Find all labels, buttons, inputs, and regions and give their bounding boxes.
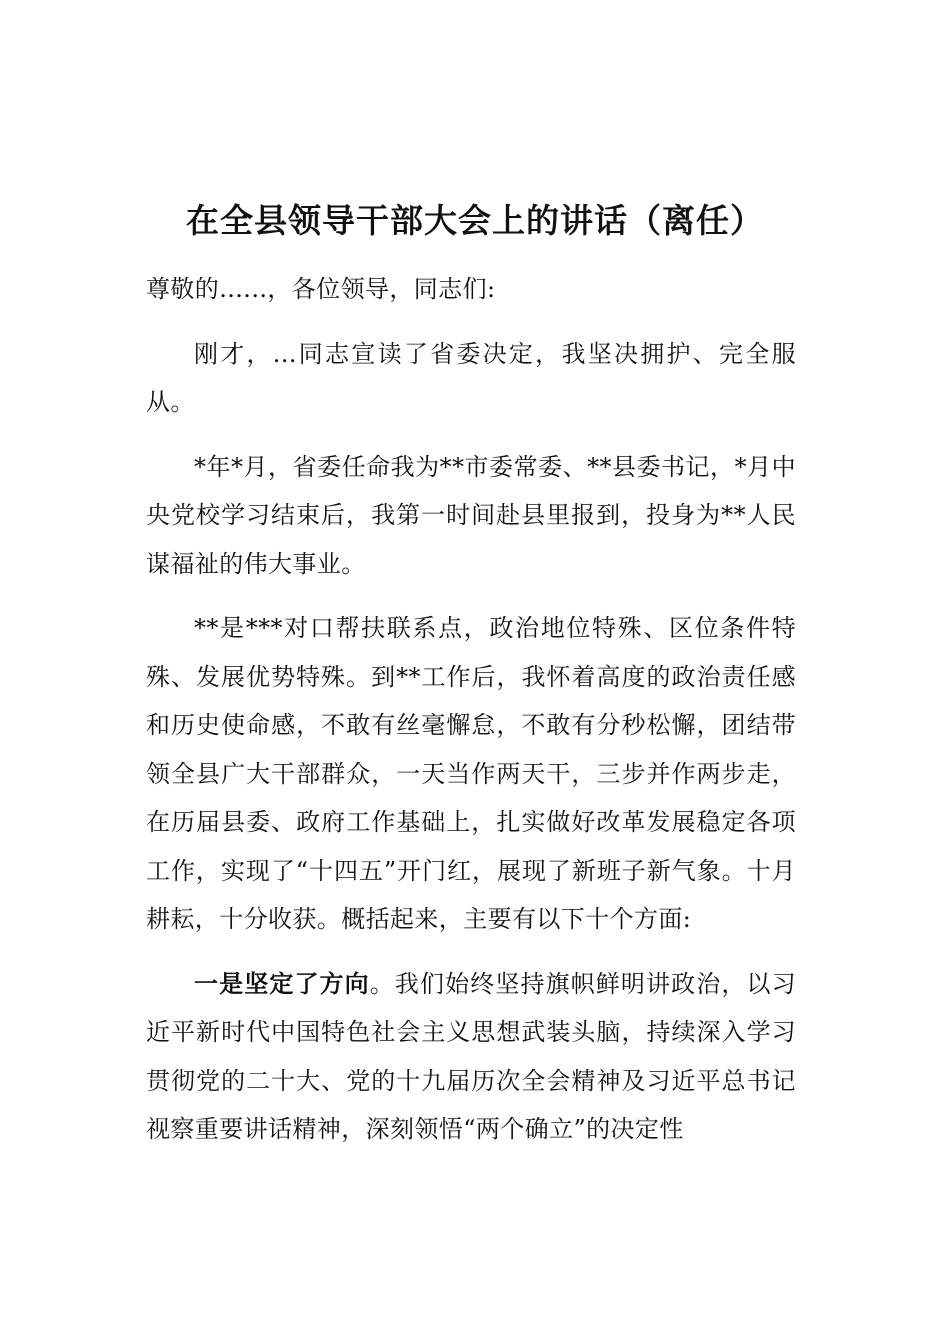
paragraph-1: 刚才，...同志宣读了省委决定，我坚决拥护、完全服从。 (146, 339, 796, 416)
document-body (146, 265, 796, 1170)
point-one-text: 。我们始终坚持旗帜鲜明讲政治，以习近平新时代中国特色社会主义思想武装头脑，持续深入学习贯彻党的二十大、党的十九届历次全会精神及习近平总书记视察重要讲话精神，深刻领悟“两个确立”的决定性 (146, 969, 796, 1143)
document-title: 在全县领导干部大会上的讲话（离任） (186, 201, 764, 240)
point-one-lead: 一是坚定了方向 (194, 968, 370, 998)
salutation: 尊敬的......，各位领导，同志们: (146, 275, 496, 303)
paragraph-3: **是***对口帮扶联系点，政治地位特殊、区位条件特殊、发展优势特殊。到**工作后，我怀着高度的政治责任感和历史使命感，不敢有丝毫懈怠，不敢有分秒松懈，团结带领全县广大干部群众，一天当作两天干，三步并作两步走，在历届县委、政府工作基础上，扎实做好改革发展稳定各项工作，实现了“十四五”开门红，展现了新班子新气象。十月耕耘，十分收获。概括起来，主要有以下十个方面: (146, 614, 796, 933)
paragraph-point-one (146, 960, 796, 1154)
paragraph-2: *年*月，省委任命我为**市委常委、**县委书记，*月中央党校学习结束后，我第一时间赴县里报到，投身为**人民谋福祉的伟大事业。 (146, 452, 796, 578)
